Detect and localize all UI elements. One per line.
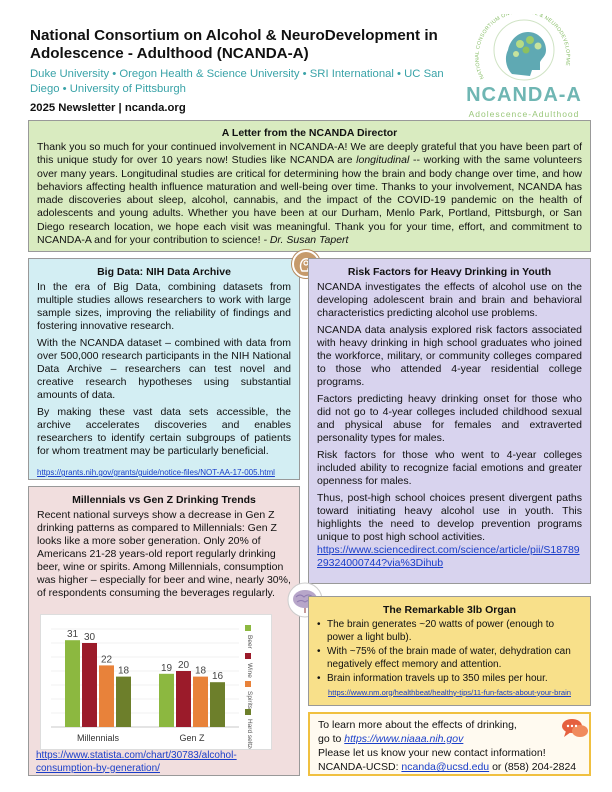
newsletter-year-line: 2025 Newsletter | ncanda.org <box>30 102 186 114</box>
big-data-link[interactable]: https://grants.nih.gov/grants/guide/notice-files/NOT-AA-17-005.html <box>37 468 275 477</box>
chart-data-label: 30 <box>83 632 96 643</box>
chart-data-label: 31 <box>66 629 79 641</box>
email-link[interactable]: ncanda@ucsd.edu <box>401 761 490 773</box>
list-item: • The brain generates ~20 watts of power (enough to power a light bulb). <box>317 619 582 644</box>
chart-category-label: Millennials <box>76 733 120 743</box>
organ-title: The Remarkable 3lb Organ <box>382 604 517 616</box>
remarkable-organ-box <box>308 596 591 706</box>
risk-factors-link[interactable]: https://www.sciencedirect.com/science/article/pii/S1878929324000744?via%3Dihub <box>317 544 580 569</box>
chart-bar <box>82 643 97 727</box>
logo-subtitle: Adolescence-Adulthood <box>468 109 580 119</box>
chart-legend-label: Hard seltzer <box>246 719 253 749</box>
chart-data-label: 18 <box>117 665 130 677</box>
contact-line-2: go to https://www.niaaa.nih.gov <box>318 733 464 745</box>
risk-factors-paragraph: NCANDA data analysis explored risk factors associated with heavy drinking in high school graduates who joined the workforce, military, or community colleges compared to those who attended 4-year residential college programs. <box>317 324 582 388</box>
big-data-box <box>28 258 300 480</box>
chart-legend-swatch <box>245 709 251 715</box>
contact-line-1: To learn more about the effects of drinking, <box>318 719 517 731</box>
chart-legend-label: Spirits <box>246 691 253 710</box>
chart-bar <box>99 665 114 727</box>
chart-bar <box>176 671 191 727</box>
risk-factors-box <box>308 258 591 584</box>
organ-link[interactable]: https://www.nm.org/healthbeat/healthy-tips/11-fun-facts-about-your-brain <box>328 687 571 697</box>
chart-bar <box>210 682 225 727</box>
contact-box <box>308 712 591 776</box>
chart-data-label: 20 <box>177 660 190 671</box>
risk-factors-paragraph: Factors predicting heavy drinking onset for those who did not go to 4-year colleges included childhood sexual and physical abuse for females and extraverted personality types for males. <box>317 393 582 444</box>
organ-facts-list <box>317 619 582 686</box>
chat-bubbles-icon <box>561 716 589 742</box>
millennials-title: Millennials vs Gen Z Drinking Trends <box>72 494 256 506</box>
chart-legend-swatch <box>245 653 251 659</box>
director-letter-title: A Letter from the NCANDA Director <box>221 127 398 139</box>
contact-line-4: NCANDA-UCSD: ncanda@ucsd.edu or (858) 204-2824 <box>318 761 577 773</box>
chart-legend-label: Beer <box>246 635 253 649</box>
chart-legend-label: Wine <box>246 663 253 678</box>
risk-factors-title: Risk Factors for Heavy Drinking in Youth <box>347 266 552 278</box>
niaaa-link[interactable]: https://www.niaaa.nih.gov <box>344 733 464 745</box>
newsletter-title: National Consortium on Alcohol & NeuroDevelopment in Adolescence - Adulthood (NCANDA-A) <box>30 27 438 62</box>
director-letter-box <box>28 120 591 252</box>
affiliations: Duke University • Oregon Health & Science University • SRI International • UC San Diego • University of Pittsburgh <box>30 68 444 95</box>
risk-factors-paragraph: Thus, post-high school choices present divergent paths toward initiating heavy alcohol use in youth. This highlights the need to develop prevention programs unique to post high school activities. <box>317 492 582 543</box>
director-signature: - Dr. Susan Tapert <box>263 234 349 247</box>
drinking-by-generation-chart <box>40 614 272 750</box>
chart-legend-swatch <box>245 625 251 631</box>
big-data-paragraph: In the era of Big Data, combining datasets from multiple studies allows researchers to work with large sample sizes, improving the reliability of findings and fostering innovative research. <box>37 281 291 332</box>
chart-data-label: 16 <box>211 671 224 683</box>
director-letter-body: Thank you so much for your continued involvement in NCANDA-A! We are deeply grateful that you have been part of this unique study for over 10 years now! Studies like NCANDA are longitudinal -- working with the same volunteers over many years. Longitudinal studies are critical for determining how the brain and body change over time, and how behaviors affecting health influence maturation and well-being over time. Thanks to your involvement, NCANDA has made discoveries about sleep, alcohol, cannabis, and the impact of the COVID-19 pandemic on the health of adolescents and young adults. Whether you have been at our Durham, Menlo Park, Portland, Pittsburgh, or San Diego research location, we hope each visit was meaningful. Thank you for your time, effort, and commitment to NCANDA-A and for your contribution to science! - Dr. Susan Tapert <box>37 141 582 247</box>
chart-data-label: 18 <box>194 665 207 677</box>
logo-wordmark: NCANDA-A <box>466 84 582 106</box>
logo-ring-text: NATIONAL CONSORTIUM ON L & NEURODEVELOPME <box>474 14 571 80</box>
list-item: • With ~75% of the brain made of water, dehydration can negatively effect memory and attention. <box>317 646 582 671</box>
ncanda-logo <box>454 14 594 126</box>
big-data-paragraph: By making these vast data sets accessible, the archive accelerates discoveries and enables researchers to identify certain subgroups of patients for whom treatment may be particularly beneficial. <box>37 406 291 457</box>
millennials-body: Recent national surveys show a decrease in Gen Z drinking patterns as compared to Millennials: Gen Z looks like a more sober generation. Only 20% of Americans 21-28 years-old report regularly drinking beer, wine or spirits. Among Millennials, consumption was higher – especially for beer and wine, nearly 30%, of respondents consuming the beverages regularly. <box>37 509 291 599</box>
risk-factors-paragraph: NCANDA investigates the effects of alcohol use on the developing adolescent brain and brain and behavioral characteristics predicting alcohol use problems. <box>317 281 582 319</box>
statista-link[interactable]: https://www.statista.com/chart/30783/alcohol-consumption-by-generation/ <box>36 750 237 774</box>
chart-svg <box>41 615 271 749</box>
list-item: • Brain information travels up to 350 miles per hour. <box>317 673 582 686</box>
chart-bar <box>159 674 174 727</box>
chart-data-label: 22 <box>100 654 113 666</box>
risk-factors-paragraph: Risk factors for those who went to 4-year colleges included ability to recognize facial emotions and greater openness for males. <box>317 449 582 487</box>
chart-legend-swatch <box>245 681 251 687</box>
big-data-paragraph: With the NCANDA dataset – combined with data from over 500,000 research participants in the NIH National Data Archive – researchers can test novel and creative research hypotheses using substantial amounts of data. <box>37 337 291 401</box>
chart-bar <box>116 677 131 727</box>
brain-head-logo-icon <box>454 14 594 86</box>
chart-bar <box>65 640 80 727</box>
chart-category-label: Gen Z <box>179 733 205 743</box>
contact-line-3: Please let us know your new contact information! <box>318 747 546 759</box>
chart-data-label: 19 <box>160 662 173 674</box>
big-data-title: Big Data: NIH Data Archive <box>97 266 231 278</box>
chart-bar <box>193 677 208 727</box>
